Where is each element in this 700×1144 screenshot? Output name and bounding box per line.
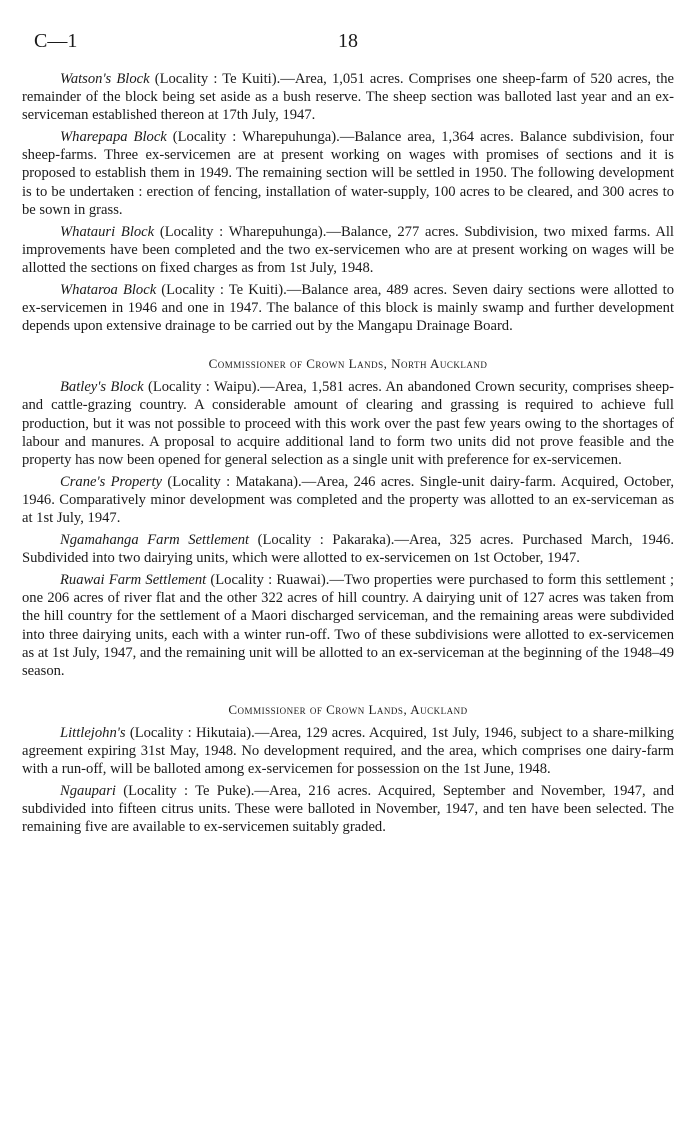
entry-title: Ruawai Farm Settlement (60, 572, 207, 589)
entry-title: Littlejohn's (60, 724, 126, 741)
entry-whatauri-block (22, 223, 674, 277)
entry-text: (Locality : Hikutaia).—Area, 129 acres. Acquired, 1st July, 1946, subject to a share-milking agreement expiring 31st May, 1948. No development required, and the area, which comprises one dairy-farm with a run-off, will be balloted among ex-servicemen for possession on the 1st June, 1948. (22, 724, 674, 777)
entry-ruawai-farm-settlement (22, 571, 674, 680)
entry-wharepapa-block (22, 128, 674, 218)
entry-text: (Locality : Wharepuhunga).—Balance, 277 acres. Subdivision, two mixed farms. All improvements have been completed and the two ex-servicemen who are at present working on wages will be allotted the sections on fixed charges as from 1st July, 1948. (22, 223, 674, 276)
entry-text: (Locality : Waipu).—Area, 1,581 acres. An abandoned Crown security, comprises sheep- and cattle-grazing country. A considerable amount of clearing and grassing is required to achieve full production, but it was not possible to proceed with this work over the past few years owing to the shortages of labour and manures. A proposal to acquire additional land to form two units did not prove feasible and the property has now been opened for general selection as a single unit with preference for ex-servicemen. (22, 379, 674, 468)
section-heading-north-auckland: Commissioner of Crown Lands, North Auckland (208, 356, 488, 372)
entry-text: (Locality : Te Kuiti).—Area, 1,051 acres. Comprises one sheep-farm of 520 acres, the remainder of the block being set aside as a bush reserve. The sheep section was balloted last year and an ex-serviceman established thereon at 17th July, 1947. (22, 71, 674, 124)
entry-whataroa-block (22, 281, 674, 335)
entry-cranes-property (22, 473, 674, 527)
entry-title: Ngaupari (60, 783, 116, 800)
entry-littlejohns (22, 724, 674, 778)
entry-title: Ngamahanga Farm Settlement (60, 532, 250, 549)
entry-batleys-block (22, 378, 674, 468)
entry-title: Watson's Block (60, 71, 150, 87)
entry-title: Whataroa Block (60, 282, 157, 299)
entry-text: (Locality : Ruawai).—Two properties were purchased to form this settlement ; one 206 acres of river flat and the other 322 acres of hill country. A dairying unit of 127 acres was taken from the hill country for the settlement of a Maori discharged serviceman, and the remaining areas were subdivided into three dairying units, each with a winter run-off. Two of these subdivisions were allotted to ex-servicemen as at 1st July, 1947, and the remaining unit will be allotted to an ex-serviceman at the beginning of the 1948–49 season. (22, 572, 674, 679)
entry-title: Whatauri Block (60, 223, 155, 240)
entry-title: Wharepapa Block (60, 129, 167, 146)
entry-text: (Locality : Wharepuhunga).—Balance area, 1,364 acres. Balance subdivision, four sheep-farms. Three ex-servicemen are at present working on wages with promises of sections and it is proposed to establish them in 1949. The remaining section will be settled in 1950. The following development is to be undertaken : erection of fencing, installation of water-supply, 100 acres to be cleared, and 300 acres to be sown in grass. (22, 129, 674, 218)
entry-title: Batley's Block (60, 379, 144, 396)
document-reference: C—1 (34, 30, 78, 52)
entry-ngaupari (22, 782, 674, 836)
entry-watsons-block (22, 70, 674, 124)
section-heading-auckland: Commissioner of Crown Lands, Auckland (228, 701, 468, 717)
entry-text: (Locality : Te Puke).—Area, 216 acres. Acquired, September and November, 1947, and subdivided into fifteen citrus units. These were balloted in November, 1947, and ten have been selected. The remaining five are available to ex-servicemen suitably graded. (22, 783, 674, 836)
entry-title: Crane's Property (60, 473, 162, 490)
page-header (22, 30, 674, 70)
page-number: 18 (338, 30, 358, 52)
entry-ngamahanga-farm-settlement (22, 531, 674, 567)
entry-text: (Locality : Matakana).—Area, 246 acres. Single-unit dairy-farm. Acquired, October, 1946. Comparatively minor development was completed and the property was allotted to an ex-serviceman as at 1st July, 1947. (22, 473, 674, 526)
entry-text: (Locality : Te Kuiti).—Balance area, 489 acres. Seven dairy sections were allotted to ex-servicemen in 1946 and one in 1947. The balance of this block is mainly swamp and further development depends upon extensive drainage to be carried out by the Mangapu Drainage Board. (22, 282, 674, 335)
entry-text: (Locality : Pakaraka).—Area, 325 acres. Purchased March, 1946. Subdivided into two dairying units, which were allotted to ex-servicemen on 1st October, 1947. (22, 532, 674, 567)
